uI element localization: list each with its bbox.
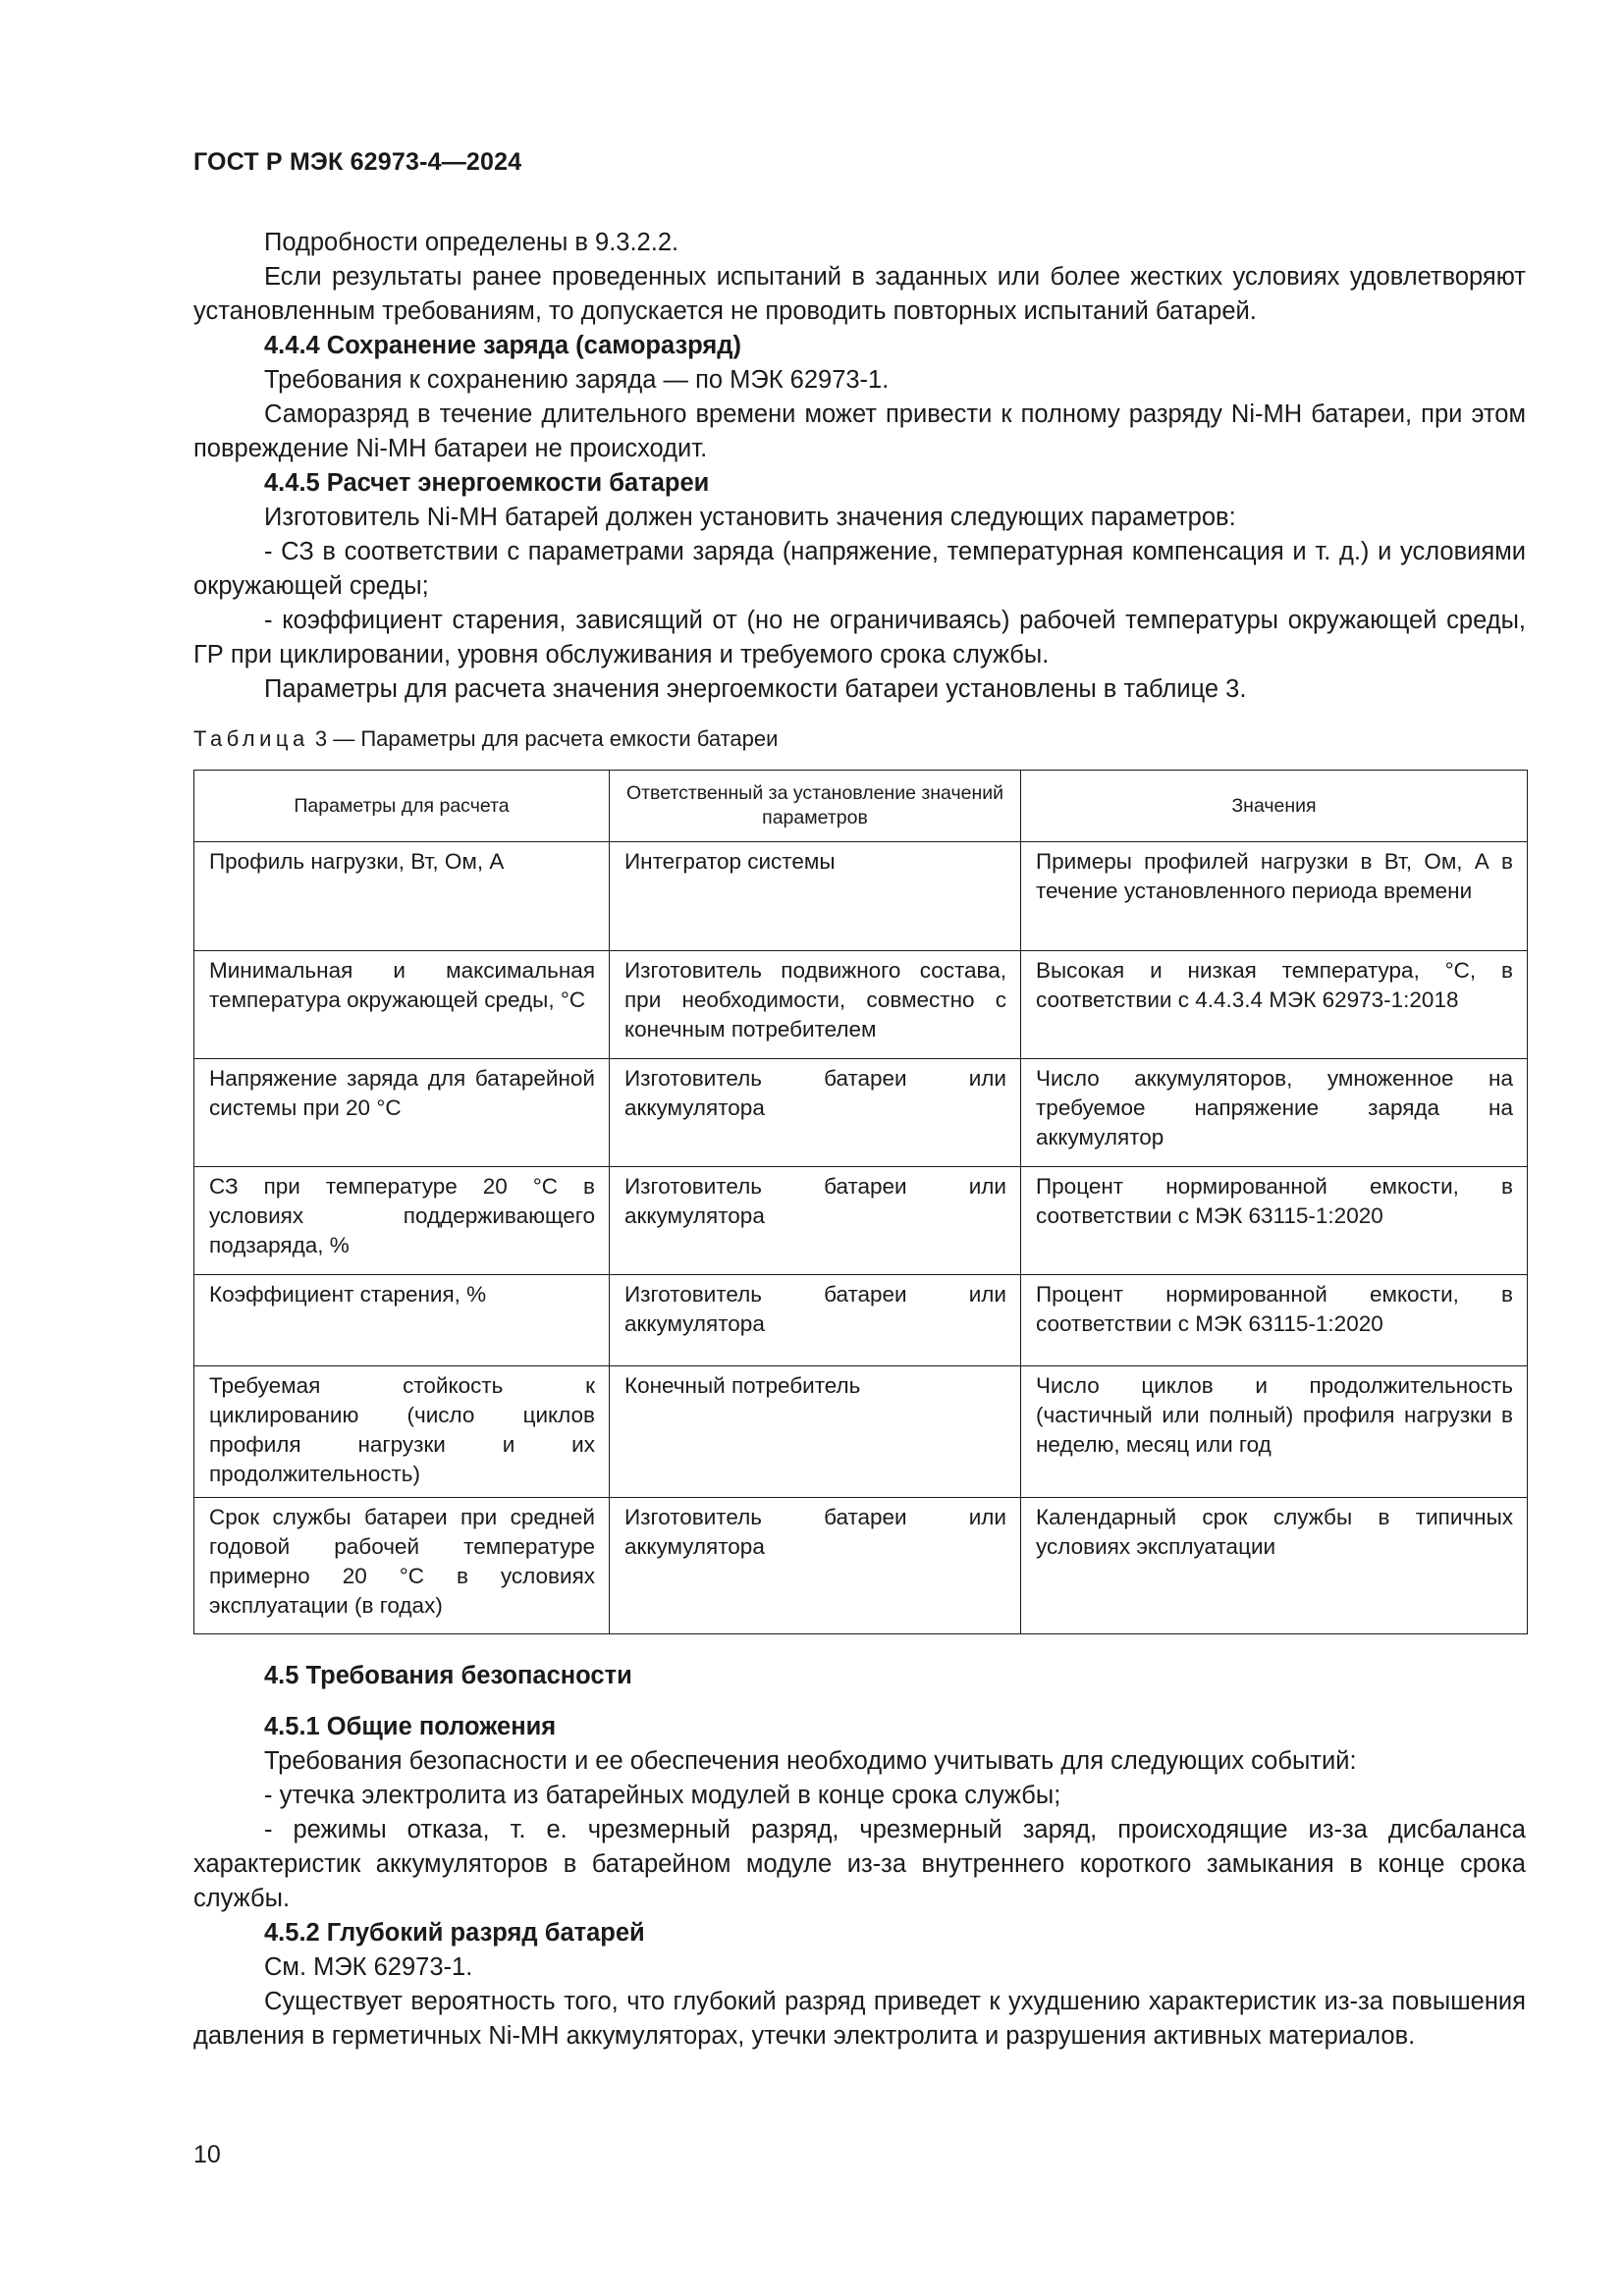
table-cell: Требуемая стойкость к циклированию (число циклов профиля нагрузки и их продолжительность)	[194, 1366, 610, 1498]
table-cell: Процент нормированной емкости, в соответствии с МЭК 63115-1:2020	[1021, 1275, 1528, 1366]
table-cell: Изготовитель батареи или аккумулятора	[610, 1059, 1021, 1167]
table-row	[194, 1366, 1528, 1498]
paragraph: Требования безопасности и ее обеспечения необходимо учитывать для следующих событий:	[264, 1747, 1357, 1775]
list-item: - СЗ в соответствии с параметрами заряда (напряжение, температурная компенсация и т. д.) и условиями окружающей среды;	[193, 538, 1526, 600]
column-header: Ответственный за установление значений параметров	[610, 771, 1021, 842]
table-cell: Изготовитель батареи или аккумулятора	[610, 1167, 1021, 1275]
table-row	[194, 842, 1528, 951]
table-cell: Высокая и низкая температура, °С, в соответствии с 4.4.3.4 МЭК 62973-1:2018	[1021, 951, 1528, 1059]
list-item: - режимы отказа, т. е. чрезмерный разряд, чрезмерный заряд, происходящие из-за дисбаланса характеристик аккумуляторов в батарейном модуле из-за внутреннего короткого замыкания в конце срока службы.	[193, 1816, 1526, 1912]
section-heading-4-5-2: 4.5.2 Глубокий разряд батарей	[264, 1919, 645, 1947]
paragraph: Если результаты ранее проведенных испытаний в заданных или более жестких условиях удовлетворяют установленным требованиям, то допускается не проводить повторных испытаний батарей.	[193, 263, 1526, 325]
paragraph: Существует вероятность того, что глубокий разряд приведет к ухудшению характеристик из-за повышения давления в герметичных Ni-MH аккумуляторах, утечки электролита и разрушения активных материалов.	[193, 1988, 1526, 2050]
section-heading-4-4-5: 4.4.5 Расчет энергоемкости батареи	[264, 469, 710, 497]
table-row	[194, 1275, 1528, 1366]
table-cell: Число аккумуляторов, умноженное на требуемое напряжение заряда на аккумулятор	[1021, 1059, 1528, 1167]
table-cell: Срок службы батареи при средней годовой рабочей температуре примерно 20 °С в условиях эксплуатации (в годах)	[194, 1498, 610, 1634]
table-row	[194, 1059, 1528, 1167]
paragraph: Саморазряд в течение длительного времени может привести к полному разряду Ni-MH батареи, при этом повреждение Ni-MH батареи не происходит.	[193, 400, 1526, 462]
table-cell: Интегратор системы	[610, 842, 1021, 951]
table-caption-label: Таблица	[193, 726, 309, 751]
table-row	[194, 1167, 1528, 1275]
paragraph: См. МЭК 62973-1.	[264, 1953, 473, 1981]
section-heading-4-5: 4.5 Требования безопасности	[264, 1662, 632, 1689]
column-header: Значения	[1021, 771, 1528, 842]
paragraph: Изготовитель Ni-MH батарей должен установить значения следующих параметров:	[264, 504, 1236, 531]
section-heading-4-4-4: 4.4.4 Сохранение заряда (саморазряд)	[264, 332, 741, 359]
table-cell: Примеры профилей нагрузки в Вт, Ом, А в течение установленного периода времени	[1021, 842, 1528, 951]
table-cell: Изготовитель батареи или аккумулятора	[610, 1498, 1021, 1634]
list-item: - коэффициент старения, зависящий от (но не ограничиваясь) рабочей температуры окружающей среды, ГР при циклировании, уровня обслуживания и требуемого срока службы.	[193, 607, 1526, 668]
paragraph: Параметры для расчета значения энергоемкости батареи установлены в таблице 3.	[264, 675, 1247, 703]
table-cell: СЗ при температуре 20 °С в условиях поддерживающего подзаряда, %	[194, 1167, 610, 1275]
lower-text-block	[193, 1659, 1526, 2054]
table-cell: Изготовитель подвижного состава, при необходимости, совместно с конечным потребителем	[610, 951, 1021, 1059]
table-cell: Число циклов и продолжительность (частичный или полный) профиля нагрузки в неделю, месяц или год	[1021, 1366, 1528, 1498]
paragraph: Подробности определены в 9.3.2.2.	[264, 229, 679, 256]
page-number: 10	[193, 2141, 221, 2168]
upper-text-block	[193, 226, 1526, 707]
table-cell: Напряжение заряда для батарейной системы при 20 °С	[194, 1059, 610, 1167]
table-header-row	[194, 771, 1528, 842]
list-item: - утечка электролита из батарейных модулей в конце срока службы;	[264, 1782, 1061, 1809]
table-row	[194, 951, 1528, 1059]
paragraph: Требования к сохранению заряда — по МЭК 62973-1.	[264, 366, 890, 394]
parameters-table	[193, 770, 1528, 1634]
table-cell: Процент нормированной емкости, в соответствии с МЭК 63115-1:2020	[1021, 1167, 1528, 1275]
table-cell: Минимальная и максимальная температура окружающей среды, °С	[194, 951, 610, 1059]
table-cell: Коэффициент старения, %	[194, 1275, 610, 1366]
section-heading-4-5-1: 4.5.1 Общие положения	[264, 1713, 557, 1740]
table-cell: Изготовитель батареи или аккумулятора	[610, 1275, 1021, 1366]
table-caption-text: 3 — Параметры для расчета емкости батареи	[314, 726, 779, 751]
table-row	[194, 1498, 1528, 1634]
column-header: Параметры для расчета	[194, 771, 610, 842]
document-header: ГОСТ Р МЭК 62973-4—2024	[193, 148, 522, 176]
table-cell: Конечный потребитель	[610, 1366, 1021, 1498]
table-caption	[193, 724, 778, 754]
table-cell: Профиль нагрузки, Вт, Ом, А	[194, 842, 610, 951]
table-cell: Календарный срок службы в типичных условиях эксплуатации	[1021, 1498, 1528, 1634]
